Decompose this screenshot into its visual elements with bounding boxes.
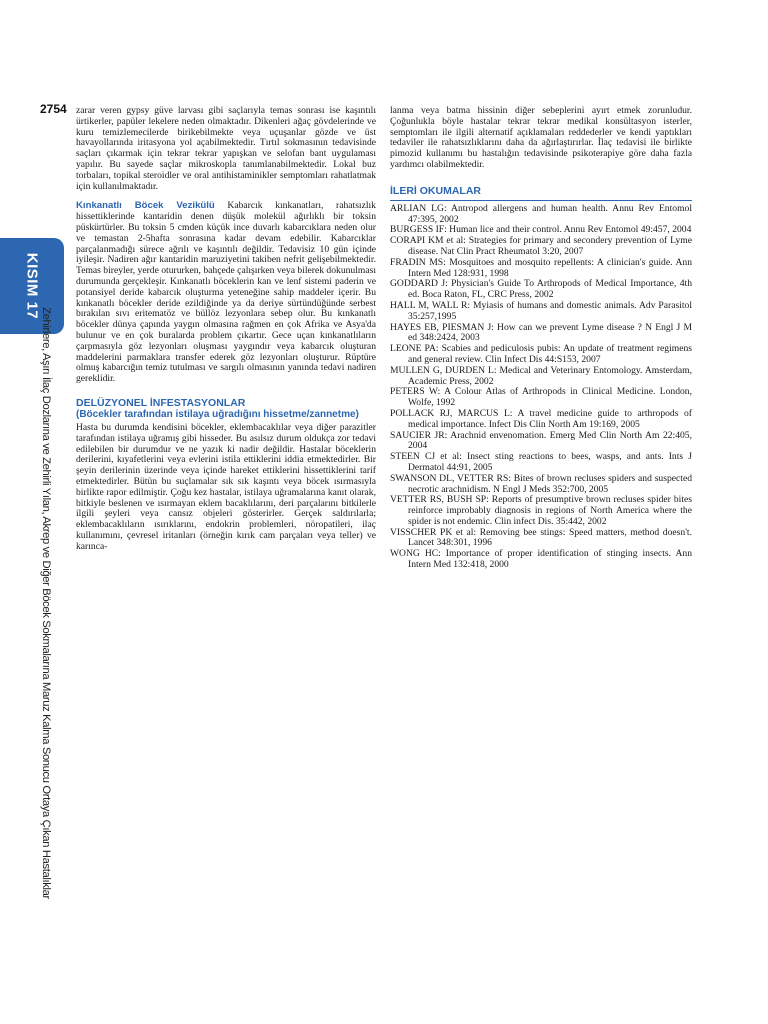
- reference-item: VISSCHER PK et al: Removing bee stings: Speed matters, method doesn't. Lancet 348:301, 1996: [390, 526, 692, 549]
- reference-item: WONG HC: Importance of proper identification of stinging insects. Ann Intern Med 132:418, 2000: [390, 548, 692, 571]
- section-tab: [0, 238, 64, 334]
- reference-item: GODDARD J: Physician's Guide To Arthropods of Medical Importance, 4th ed. Boca Raton, FL, CRC Press, 2002: [390, 278, 692, 301]
- reference-list: [390, 204, 692, 571]
- reference-item: STEEN CJ et al: Insect sting reactions to bees, wasps, and ants. Ints J Dermatol 44:91, 2005: [390, 451, 692, 473]
- reference-item: PETERS W: A Colour Atlas of Arthropods in Clinical Medicine. London, Wolfe, 1992: [390, 386, 692, 409]
- reference-item: SWANSON DL, VETTER RS: Bites of brown recluses spiders and suspected necrotic arachnidism. N Engl J Meds 352:700, 2005: [390, 472, 692, 495]
- running-title: Zehirlere, Aşırı İlaç Dozlarına ve Zehirli Yılan, Akrep ve Diğer Böcek Sokmalarına Maruz Kalma Sonucu Ortaya Çıkan Hastalıklar: [40, 307, 52, 899]
- reference-item: HALL M, WALL R: Myiasis of humans and domestic animals. Adv Parasitol 35:257,1995: [390, 299, 692, 322]
- reference-item: ARLIAN LG: Antropod allergens and human health. Annu Rev Entomol 47:395, 2002: [390, 202, 692, 225]
- reference-item: VETTER RS, BUSH SP: Reports of presumptive brown recluses spider bites reinforce improbably diagnosis in regions of North America where the spider is not endemic. Clin infect Dis. 35:442, 2002: [390, 494, 692, 527]
- reference-item: CORAPI KM et al: Strategies for primary and secondery prevention of Lyme disease. Nat Clin Pract Rheumatol 3:20, 2007: [390, 235, 692, 257]
- page-number: 2754: [40, 102, 67, 116]
- intro-paragraph: zarar veren gypsy güve larvası gibi saçlarıyla temas sonrası ise kaşıntılı ürtikerler, papüler lekelere neden olmaktadır. Dikenleri ağaç gövdelerinde ve kuru temizlemecilerde birikebilmekte veya uçuşanlar gözde ve üst havayollarında iritasyona yol açabilmektedir. Tırtıl sokmasının tedavisinde saçları çıkarmak için tekrar tekrar yapışkan ve selofan bant uygulaması yapılır. Bu sayede saçlar mikroskopla tanımlanabilmektedir. Lokal buz torbaları, topikal steroidler ve oral antihistaminikler semptomları rahatlatmak için kullanılmaktadır.: [76, 105, 376, 192]
- reference-item: HAYES EB, PIESMAN J: How can we prevent Lyme disease ? N Engl J M ed 348:2424, 2003: [390, 321, 692, 344]
- blister-beetle-paragraph: [76, 201, 376, 385]
- reference-item: MULLEN G, DURDEN L: Medical and Veterinary Entomology. Amsterdam, Academic Press, 2002: [390, 364, 692, 387]
- reference-item: LEONE PA: Scabies and pediculosis pubis: An update of treatment regimens and general review. Clin Infect Dis 44:S153, 2007: [390, 343, 692, 365]
- right-column: [390, 106, 692, 571]
- section-tab-label: KISIM 17: [23, 252, 41, 320]
- running-title-container: [32, 307, 60, 899]
- delusional-paragraph: Hasta bu durumda kendisini böcekler, eklembacaklılar veya diğer parazitler tarafından istilaya uğramış gibi hisseder. Bu asılsız durum oldukça zor tedavi edilebilen bir durumdur ve ne yazık ki nadir değildir. Hastalar böceklerin derilerini, kıyafetlerini veya evlerini istila ettiklerini iddia etmektedirler. Bir şeyin derilerinin üzerinde veya içinde hareket ettiklerini hissettiklerini tarif etmektedirler. Bütün bu suçlamalar sık sık kaşıntı veya böcek ısırmasıyla birlikte rapor edilmiştir. Çoğu kez hastalar, istilaya uğramalarına kanıt olarak, bitkiyle beslenen ve ısırmayan eklem bacaklılarını, deri parçalarını bitkilerle ilgili şeyleri veya cansız objeleri gösterirler. Gerçek saldırılarla; eklembacaklıların ısırıklarını, endokrin problemleri, nöropatileri, ilaç kullanımını, çevresel iritanları (örneğin kırık cam parçaları veya teller) ve karınca-: [76, 421, 376, 552]
- blister-beetle-text: Kabarcık kınkanatları, rahatsızlık hissettiklerinde kantaridin denen düşük molekül ağırlıklı bir toksin püskürtürler. Bu toksin 5 cmden küçük ince duvarlı kabarcıklara neden olur ve temastan 2-5hafta sonrasına kadar devam edebilir. Kabarcıklar parçalanmadığı sürece ağrılı ve kaşıntılı değildir. Tedavisiz 10 gün içinde iyileşir. Nadiren ağır kantaridin maruziyetini takiben nefrit gelişebilmektedir. Temas bireyler, yerde otururken, bahçede çalışırken veya bilerek dokunulması durumunda gerçekleşir. Kınkanatlı böceklerin kan ve lenf sistemi paderin ve potansiyel deride kabarcık oluşturma yeteneğine sahip maddeler içerir. Bu kınkanatlı böcekler deride ezildiğinde ya da deriye sürtündüğünde serbest bırakılan sıvı eritematöz ve büllöz lezyonlara sebep olur. Bu kınkanatlı böcekler dünya çapında yaygın olmasına rağmen en çok Afrika ve Asya'da bulunur ve en çok buralarda problem çıkartır. Gece uçan kınkanatlıların çarpmasıyla göz lezyonları oluşması yaygındır veya kabarcık oluşturan maddelerini parmaklara transfer ederek göz lezyonları oluşturur. Rüptüre olmuş kabarcığın temiz tutulması ve sargılı olmasının yanında tedavi nadiren gereklidir.: [76, 200, 376, 385]
- continuation-paragraph: lanma veya batma hissinin diğer sebeplerini ayırt etmek zorunludur. Çoğunlukla böyle hastalar tekrar tekrar medikal konsültasyon isterler, semptomları ile ilgili alternatif açıklamaları reddederler ve kendi yaptıkları tedaviler ile rahatsızlıklarını daha da ağırlaştırırlar. İlaç tedavisi ile birlikte pimozid kullanımı bu hastalığın tedavisinde psikoterapiye göre daha fazla yardımcı olabilmektedir.: [390, 105, 692, 170]
- blister-beetle-heading: Kınkanatlı Böcek Vezikülü: [76, 200, 215, 212]
- reference-item: FRADIN MS: Mosquitoes and mosquito repellents: A clinician's guide. Ann Intern Med 128:931, 1998: [390, 256, 692, 279]
- delusional-heading: DELÜZYONEL İNFESTASYONLAR: [76, 396, 246, 409]
- further-reading-heading: İLERİ OKUMALAR: [390, 185, 692, 201]
- reference-item: BURGESS IF: Human lice and their control. Annu Rev Entomol 49:457, 2004: [390, 224, 692, 236]
- delusional-subheading: (Böcekler tarafından istilaya uğradığını hissetme/zannetme): [76, 408, 359, 420]
- reference-item: POLLACK RJ, MARCUS L: A travel medicine guide to arthropods of medical importance. Infect Dis Clin North Am 19:169, 2005: [390, 407, 692, 430]
- left-column: [76, 106, 376, 552]
- reference-item: SAUCIER JR: Arachnid envenomation. Emerg Med Clin North Am 22:405, 2004: [390, 429, 692, 452]
